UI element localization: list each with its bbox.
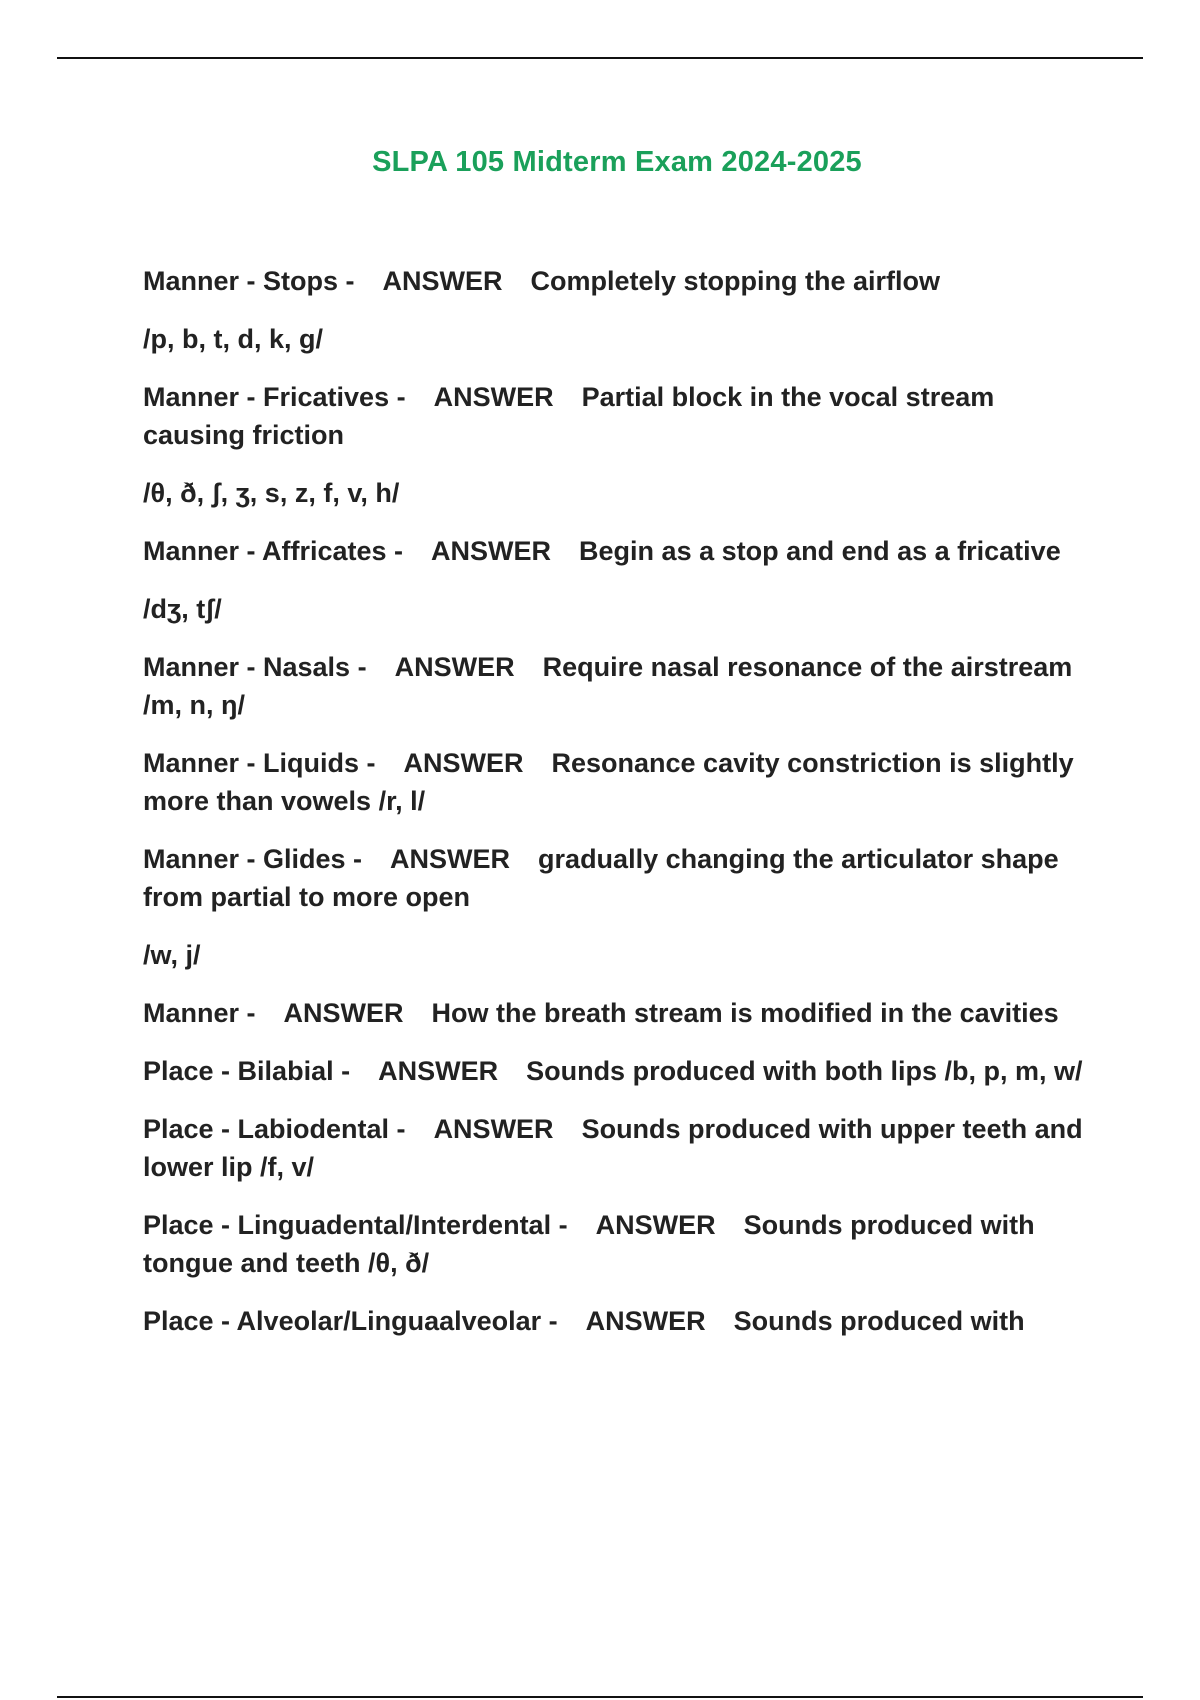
qa-entry [143,1206,1103,1282]
phoneme-list: /θ, ð, ʃ, ʒ, s, z, f, v, h/ [143,478,400,508]
entry-term: Manner - Liquids - [143,748,376,778]
entry-definition: Completely stopping the airflow [530,266,941,296]
qa-entry [143,994,1103,1032]
entry-term: Manner - [143,998,256,1028]
entry-definition: Sounds produced with both lips /b, p, m, w/ [526,1056,1083,1086]
entry-term: Manner - Nasals - [143,652,367,682]
entry-term: Place - Bilabial - [143,1056,351,1086]
entry-definition: gradually changing the articulator shape from partial to more open [143,844,1059,912]
entry-definition: Partial block in the vocal stream causing friction [143,382,995,450]
answer-label: ANSWER [433,1114,554,1144]
entry-term: Manner - Fricatives - [143,382,406,412]
entry-definition: Begin as a stop and end as a fricative [579,536,1061,566]
answer-label: ANSWER [390,844,511,874]
answer-label: ANSWER [394,652,515,682]
entry-term: Manner - Stops - [143,266,355,296]
entry-definition: How the breath stream is modified in the cavities [431,998,1059,1028]
entry-term: Manner - Affricates - [143,536,404,566]
qa-entry [143,648,1103,724]
answer-label: ANSWER [283,998,404,1028]
bottom-rule [57,1696,1143,1698]
qa-entry [143,1110,1103,1186]
answer-label: ANSWER [382,266,503,296]
qa-entry [143,262,1103,300]
answer-label: ANSWER [403,748,524,778]
entry-definition: Require nasal resonance of the airstream /m, n, ŋ/ [143,652,1073,720]
page-title: SLPA 105 Midterm Exam 2024-2025 [372,146,862,178]
answer-label: ANSWER [433,382,554,412]
answer-label: ANSWER [431,536,552,566]
qa-entry [143,532,1103,570]
answer-label: ANSWER [378,1056,499,1086]
answer-label: ANSWER [595,1210,716,1240]
answer-label: ANSWER [585,1306,706,1336]
phoneme-list: /p, b, t, d, k, g/ [143,324,323,354]
top-rule [57,57,1143,59]
phoneme-list: /w, j/ [143,940,201,970]
entry-definition: Resonance cavity constriction is slightly more than vowels /r, l/ [143,748,1074,816]
entry-definition: Sounds produced with tongue and teeth /θ, ð/ [143,1210,1035,1278]
qa-entry [143,1052,1103,1090]
entry-definition: Sounds produced with [733,1306,1025,1336]
qa-entry [143,840,1103,916]
qa-list [143,262,1103,1340]
entry-term: Place - Alveolar/Linguaalveolar - [143,1306,558,1336]
phoneme-list: /dʒ, tʃ/ [143,594,222,624]
entry-term: Place - Linguadental/Interdental - [143,1210,568,1240]
entry-definition: Sounds produced with upper teeth and lower lip /f, v/ [143,1114,1083,1182]
qa-entry [143,744,1103,820]
entry-term: Manner - Glides - [143,844,363,874]
entry-term: Place - Labiodental - [143,1114,406,1144]
qa-entry [143,1302,1103,1340]
qa-entry [143,378,1103,454]
